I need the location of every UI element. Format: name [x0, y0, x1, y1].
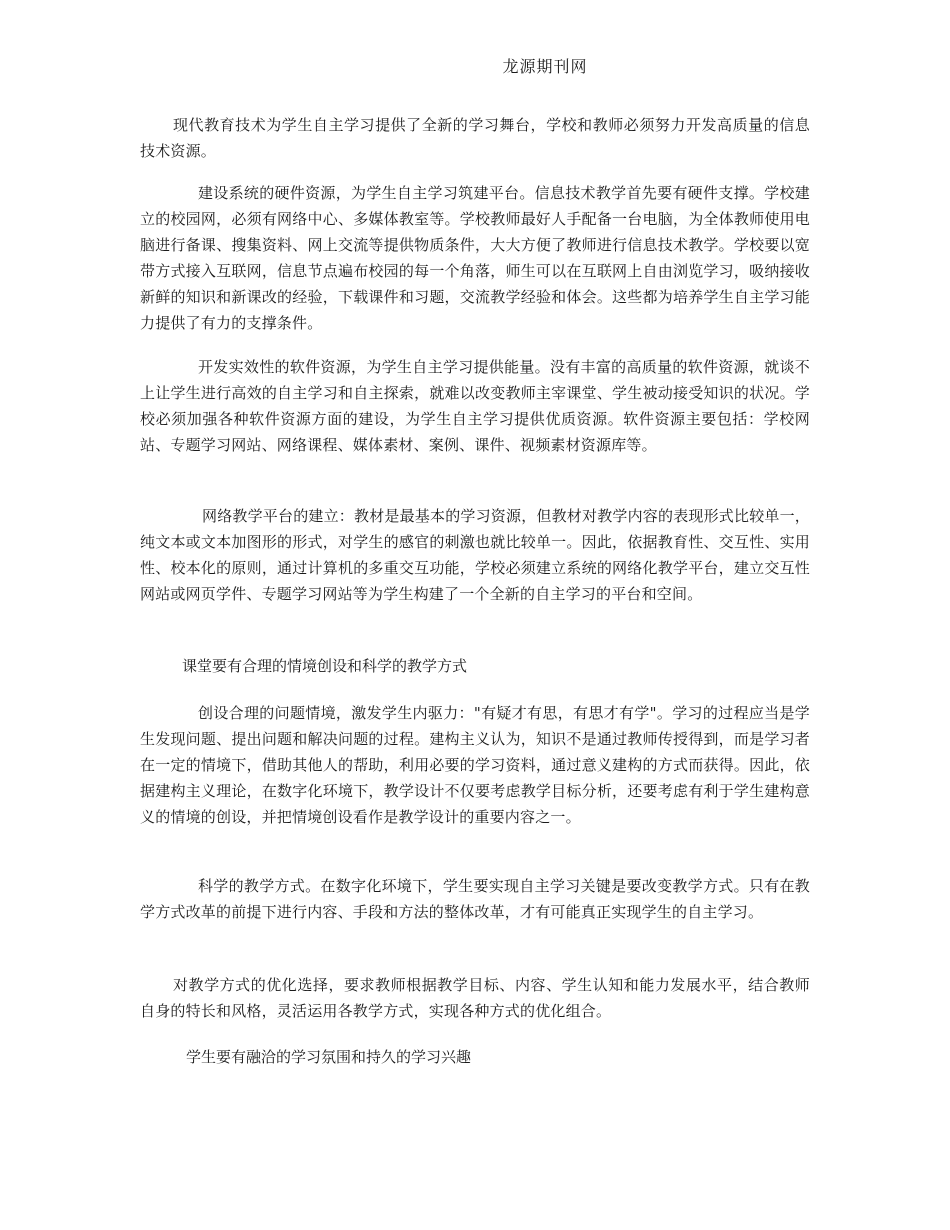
paragraph-hardware: 建设系统的硬件资源，为学生自主学习筑建平台。信息技术教学首先要有硬件支撑。学校建立的校园网，必须有网络中心、多媒体教室等。学校教师最好人手配备一台电脑，为全体教师使用电脑进行备课、搜集资料、网上交流等提供物质条件，大大方便了教师进行信息技术教学。学校要以宽带方式接入互联网，信息节点遍布校园的每一个角落，师生可以在互联网上自由浏览学习，吸纳接收新鲜的知识和新课改的经验，下载课件和习题，交流教学经验和体会。这些都为培养学生自主学习能力提供了有力的支撑条件。 — [140, 184, 810, 332]
paragraph-situation: 创设合理的问题情境，激发学生内驱力："有疑才有思，有思才有学"。学习的过程应当是学生发现问题、提出问题和解决问题的过程。建构主义认为，知识不是通过教师传授得到，而是学习者在一定的情境下，借助其他人的帮助，利用必要的学习资料，通过意义建构的方式而获得。因此，依据建构主义理论，在数字化环境下，教学设计不仅要考虑教学目标分析，还要考虑有利于学生建构意义的情境的创设，并把情境创设看作是教学设计的重要内容之一。 — [140, 704, 810, 826]
section-heading-classroom: 课堂要有合理的情境创设和科学的教学方式 — [182, 657, 468, 675]
paragraph-method: 科学的教学方式。在数字化环境下，学生要实现自主学习关键是要改变教学方式。只有在教学方式改革的前提下进行内容、手段和方法的整体改革，才有可能真正实现学生的自主学习。 — [140, 877, 810, 921]
paragraph-software: 开发实效性的软件资源，为学生自主学习提供能量。没有丰富的高质量的软件资源，就谈不上让学生进行高效的自主学习和自主探索，就难以改变教师主宰课堂、学生被动接受知识的状况。学校必须加强各种软件资源方面的建设，为学生自主学习提供优质资源。软件资源主要包括：学校网站、专题学习网站、网络课程、媒体素材、案例、课件、视频素材资源库等。 — [140, 358, 810, 454]
section-heading-students: 学生要有融洽的学习氛围和持久的学习兴趣 — [186, 1048, 472, 1066]
paragraph-platform: 网络教学平台的建立：教材是最基本的学习资源，但教材对教学内容的表现形式比较单一，纯文本或文本加图形的形式，对学生的感官的刺激也就比较单一。因此，依据教育性、交互性、实用性、校本化的原则，通过计算机的多重交互功能，学校必须建立系统的网络化教学平台，建立交互性网站或网页学件、专题学习网站等为学生构建了一个全新的自主学习的平台和空间。 — [140, 507, 811, 603]
page-header-title: 龙源期刊网 — [502, 57, 588, 76]
paragraph-optimization: 对教学方式的优化选择，要求教师根据教学目标、内容、学生认知和能力发展水平，结合教师自身的特长和风格，灵活运用各教学方式，实现各种方式的优化组合。 — [140, 976, 810, 1020]
paragraph-intro: 现代教育技术为学生自主学习提供了全新的学习舞台，学校和教师必须努力开发高质量的信息技术资源。 — [140, 116, 810, 160]
